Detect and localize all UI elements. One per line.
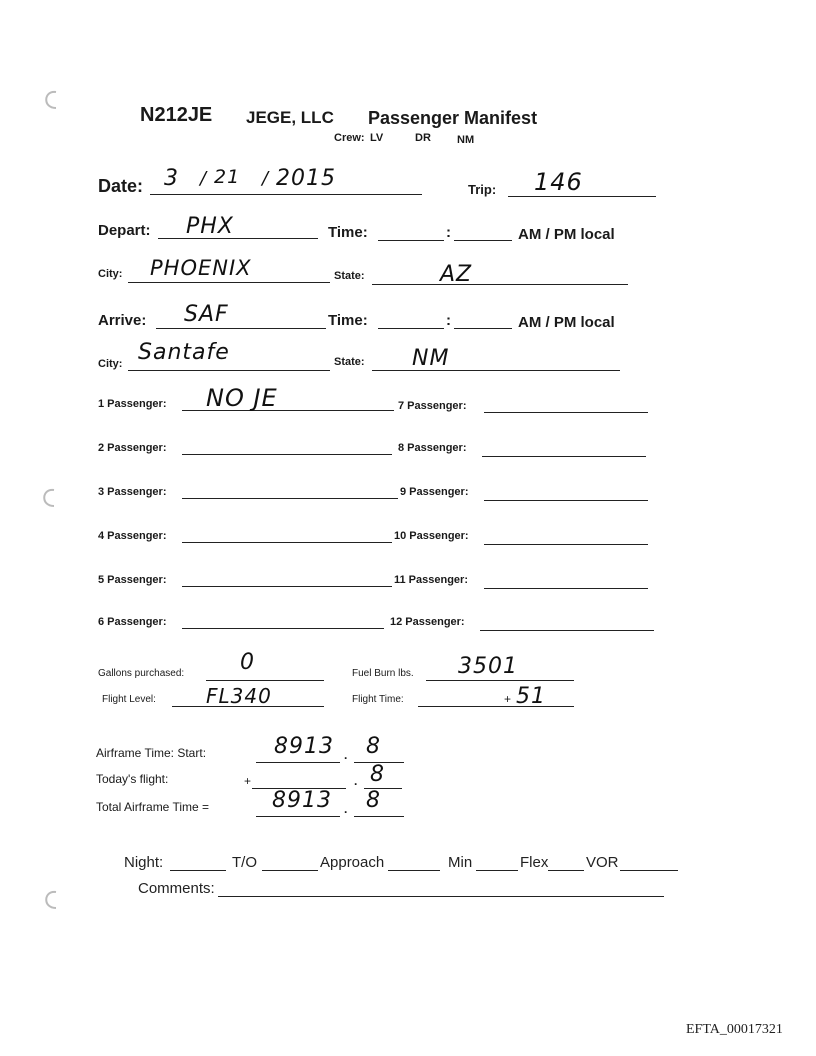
arrive-time-label: Time: bbox=[328, 312, 368, 329]
date-label: Date: bbox=[98, 176, 144, 196]
approach-line[interactable] bbox=[388, 870, 440, 871]
company-name: JEGE, LLC bbox=[246, 108, 334, 127]
depart-ampm: AM / PM local bbox=[518, 226, 615, 243]
fuel-burn-line bbox=[426, 680, 574, 681]
date-line bbox=[150, 194, 422, 195]
depart-city[interactable]: PHOENIX bbox=[150, 256, 252, 280]
night-line[interactable] bbox=[170, 870, 226, 871]
crew-member-2: DR bbox=[415, 132, 431, 144]
total-dot: . bbox=[344, 802, 348, 816]
arrive-ampm: AM / PM local bbox=[518, 314, 615, 331]
passenger-4-label: 4 Passenger: bbox=[98, 530, 167, 542]
punch-hole-middle bbox=[36, 486, 58, 510]
arrive-time-colon: : bbox=[446, 312, 451, 329]
min-line[interactable] bbox=[476, 870, 518, 871]
passenger-8-line[interactable] bbox=[482, 456, 646, 457]
passenger-2-label: 2 Passenger: bbox=[98, 442, 167, 454]
flight-time-label: Flight Time: bbox=[352, 694, 404, 705]
date-sep-1: / bbox=[200, 168, 208, 189]
punch-hole-top bbox=[38, 88, 60, 112]
fuel-burn-label: Fuel Burn lbs. bbox=[352, 668, 414, 679]
comments-label: Comments: bbox=[138, 880, 215, 897]
crew-member-3: NM bbox=[457, 134, 475, 146]
fuel-burn-value[interactable]: 3501 bbox=[458, 654, 518, 679]
flight-time-plus: + bbox=[504, 692, 512, 706]
trip-label: Trip: bbox=[468, 182, 497, 197]
date-year[interactable]: 2015 bbox=[276, 166, 336, 191]
airframe-start-whole-line bbox=[256, 762, 340, 763]
passenger-10-line[interactable] bbox=[484, 544, 648, 545]
depart-time-colon: : bbox=[446, 224, 451, 241]
passenger-12-line[interactable] bbox=[480, 630, 654, 631]
min-label: Min bbox=[448, 854, 473, 871]
depart-label: Depart: bbox=[98, 222, 151, 239]
gallons-label: Gallons purchased: bbox=[98, 668, 185, 679]
total-airframe-label: Total Airframe Time = bbox=[96, 800, 210, 814]
to-label: T/O bbox=[232, 854, 257, 871]
date-day[interactable]: 21 bbox=[214, 166, 241, 188]
flex-label: Flex bbox=[520, 854, 549, 871]
bates-number: EFTA_00017321 bbox=[686, 1022, 783, 1037]
depart-minute-line[interactable] bbox=[454, 240, 512, 241]
passenger-2-line[interactable] bbox=[182, 454, 392, 455]
passenger-4-line[interactable] bbox=[182, 542, 392, 543]
crew-label: Crew: bbox=[334, 132, 365, 144]
arrive-city[interactable]: Santafe bbox=[138, 340, 230, 365]
approach-label: Approach bbox=[320, 854, 385, 871]
arrive-city-label: City: bbox=[98, 358, 123, 370]
depart-hour-line[interactable] bbox=[378, 240, 444, 241]
flight-level-label: Flight Level: bbox=[102, 694, 156, 705]
passenger-6-line[interactable] bbox=[182, 628, 384, 629]
total-whole[interactable]: 8913 bbox=[272, 788, 332, 813]
depart-time-label: Time: bbox=[328, 224, 368, 241]
arrive-state-line bbox=[372, 370, 620, 371]
flight-level-value[interactable]: FL340 bbox=[206, 684, 272, 708]
arrive-state-label: State: bbox=[334, 356, 365, 368]
passenger-5-line[interactable] bbox=[182, 586, 392, 587]
date-sep-2: / bbox=[262, 168, 270, 189]
airframe-start-label: Airframe Time: Start: bbox=[96, 746, 207, 760]
flight-time-line bbox=[418, 706, 574, 707]
passenger-9-line[interactable] bbox=[484, 500, 648, 501]
passenger-9-label: 9 Passenger: bbox=[400, 486, 469, 498]
todays-flight-dot: . bbox=[354, 774, 358, 788]
passenger-3-line[interactable] bbox=[182, 498, 398, 499]
passenger-11-line[interactable] bbox=[484, 588, 648, 589]
passenger-3-label: 3 Passenger: bbox=[98, 486, 167, 498]
arrive-line bbox=[156, 328, 326, 329]
to-line[interactable] bbox=[262, 870, 318, 871]
passenger-5-label: 5 Passenger: bbox=[98, 574, 167, 586]
date-month[interactable]: 3 bbox=[164, 166, 179, 191]
passenger-1-name[interactable]: NO JE bbox=[206, 384, 278, 412]
depart-line bbox=[158, 238, 318, 239]
airframe-start-dot: . bbox=[344, 748, 348, 762]
flex-line[interactable] bbox=[548, 870, 584, 871]
passenger-7-label: 7 Passenger: bbox=[398, 400, 467, 412]
airframe-start-tenth[interactable]: 8 bbox=[366, 734, 381, 759]
arrive-state[interactable]: NM bbox=[412, 346, 450, 371]
depart-state[interactable]: AZ bbox=[440, 262, 473, 287]
todays-flight-plus: + bbox=[244, 774, 252, 788]
vor-line[interactable] bbox=[620, 870, 678, 871]
passenger-7-line[interactable] bbox=[484, 412, 648, 413]
depart-state-line bbox=[372, 284, 628, 285]
flight-time-value[interactable]: 51 bbox=[516, 684, 546, 709]
passenger-1-label: 1 Passenger: bbox=[98, 398, 167, 410]
depart-city-label: City: bbox=[98, 268, 123, 280]
total-whole-line bbox=[256, 816, 340, 817]
passenger-6-label: 6 Passenger: bbox=[98, 616, 167, 628]
arrive-city-line bbox=[128, 370, 330, 371]
crew-member-1: LV bbox=[370, 132, 384, 144]
arrive-hour-line[interactable] bbox=[378, 328, 444, 329]
night-label: Night: bbox=[124, 854, 164, 871]
total-tenth[interactable]: 8 bbox=[366, 788, 381, 813]
trip-line bbox=[508, 196, 656, 197]
total-tenth-line bbox=[354, 816, 404, 817]
gallons-line bbox=[206, 680, 324, 681]
passenger-10-label: 10 Passenger: bbox=[394, 530, 469, 542]
passenger-11-label: 11 Passenger: bbox=[394, 574, 468, 586]
comments-line[interactable] bbox=[218, 896, 664, 897]
airframe-start-whole[interactable]: 8913 bbox=[274, 734, 334, 759]
todays-flight-tenth[interactable]: 8 bbox=[370, 762, 385, 787]
depart-airport[interactable]: PHX bbox=[186, 214, 234, 239]
trip-number[interactable]: 146 bbox=[534, 168, 583, 196]
depart-state-label: State: bbox=[334, 270, 365, 282]
arrive-label: Arrive: bbox=[98, 312, 147, 329]
todays-flight-label: Today's flight: bbox=[96, 772, 169, 786]
vor-label: VOR bbox=[586, 854, 619, 871]
page-title: Passenger Manifest bbox=[368, 108, 538, 128]
arrive-minute-line[interactable] bbox=[454, 328, 512, 329]
passenger-12-label: 12 Passenger: bbox=[390, 616, 465, 628]
gallons-value[interactable]: 0 bbox=[240, 650, 255, 675]
depart-city-line bbox=[128, 282, 330, 283]
punch-hole-bottom bbox=[38, 888, 60, 912]
passenger-8-label: 8 Passenger: bbox=[398, 442, 467, 454]
arrive-airport[interactable]: SAF bbox=[184, 302, 229, 327]
tail-number: N212JE bbox=[140, 104, 213, 126]
